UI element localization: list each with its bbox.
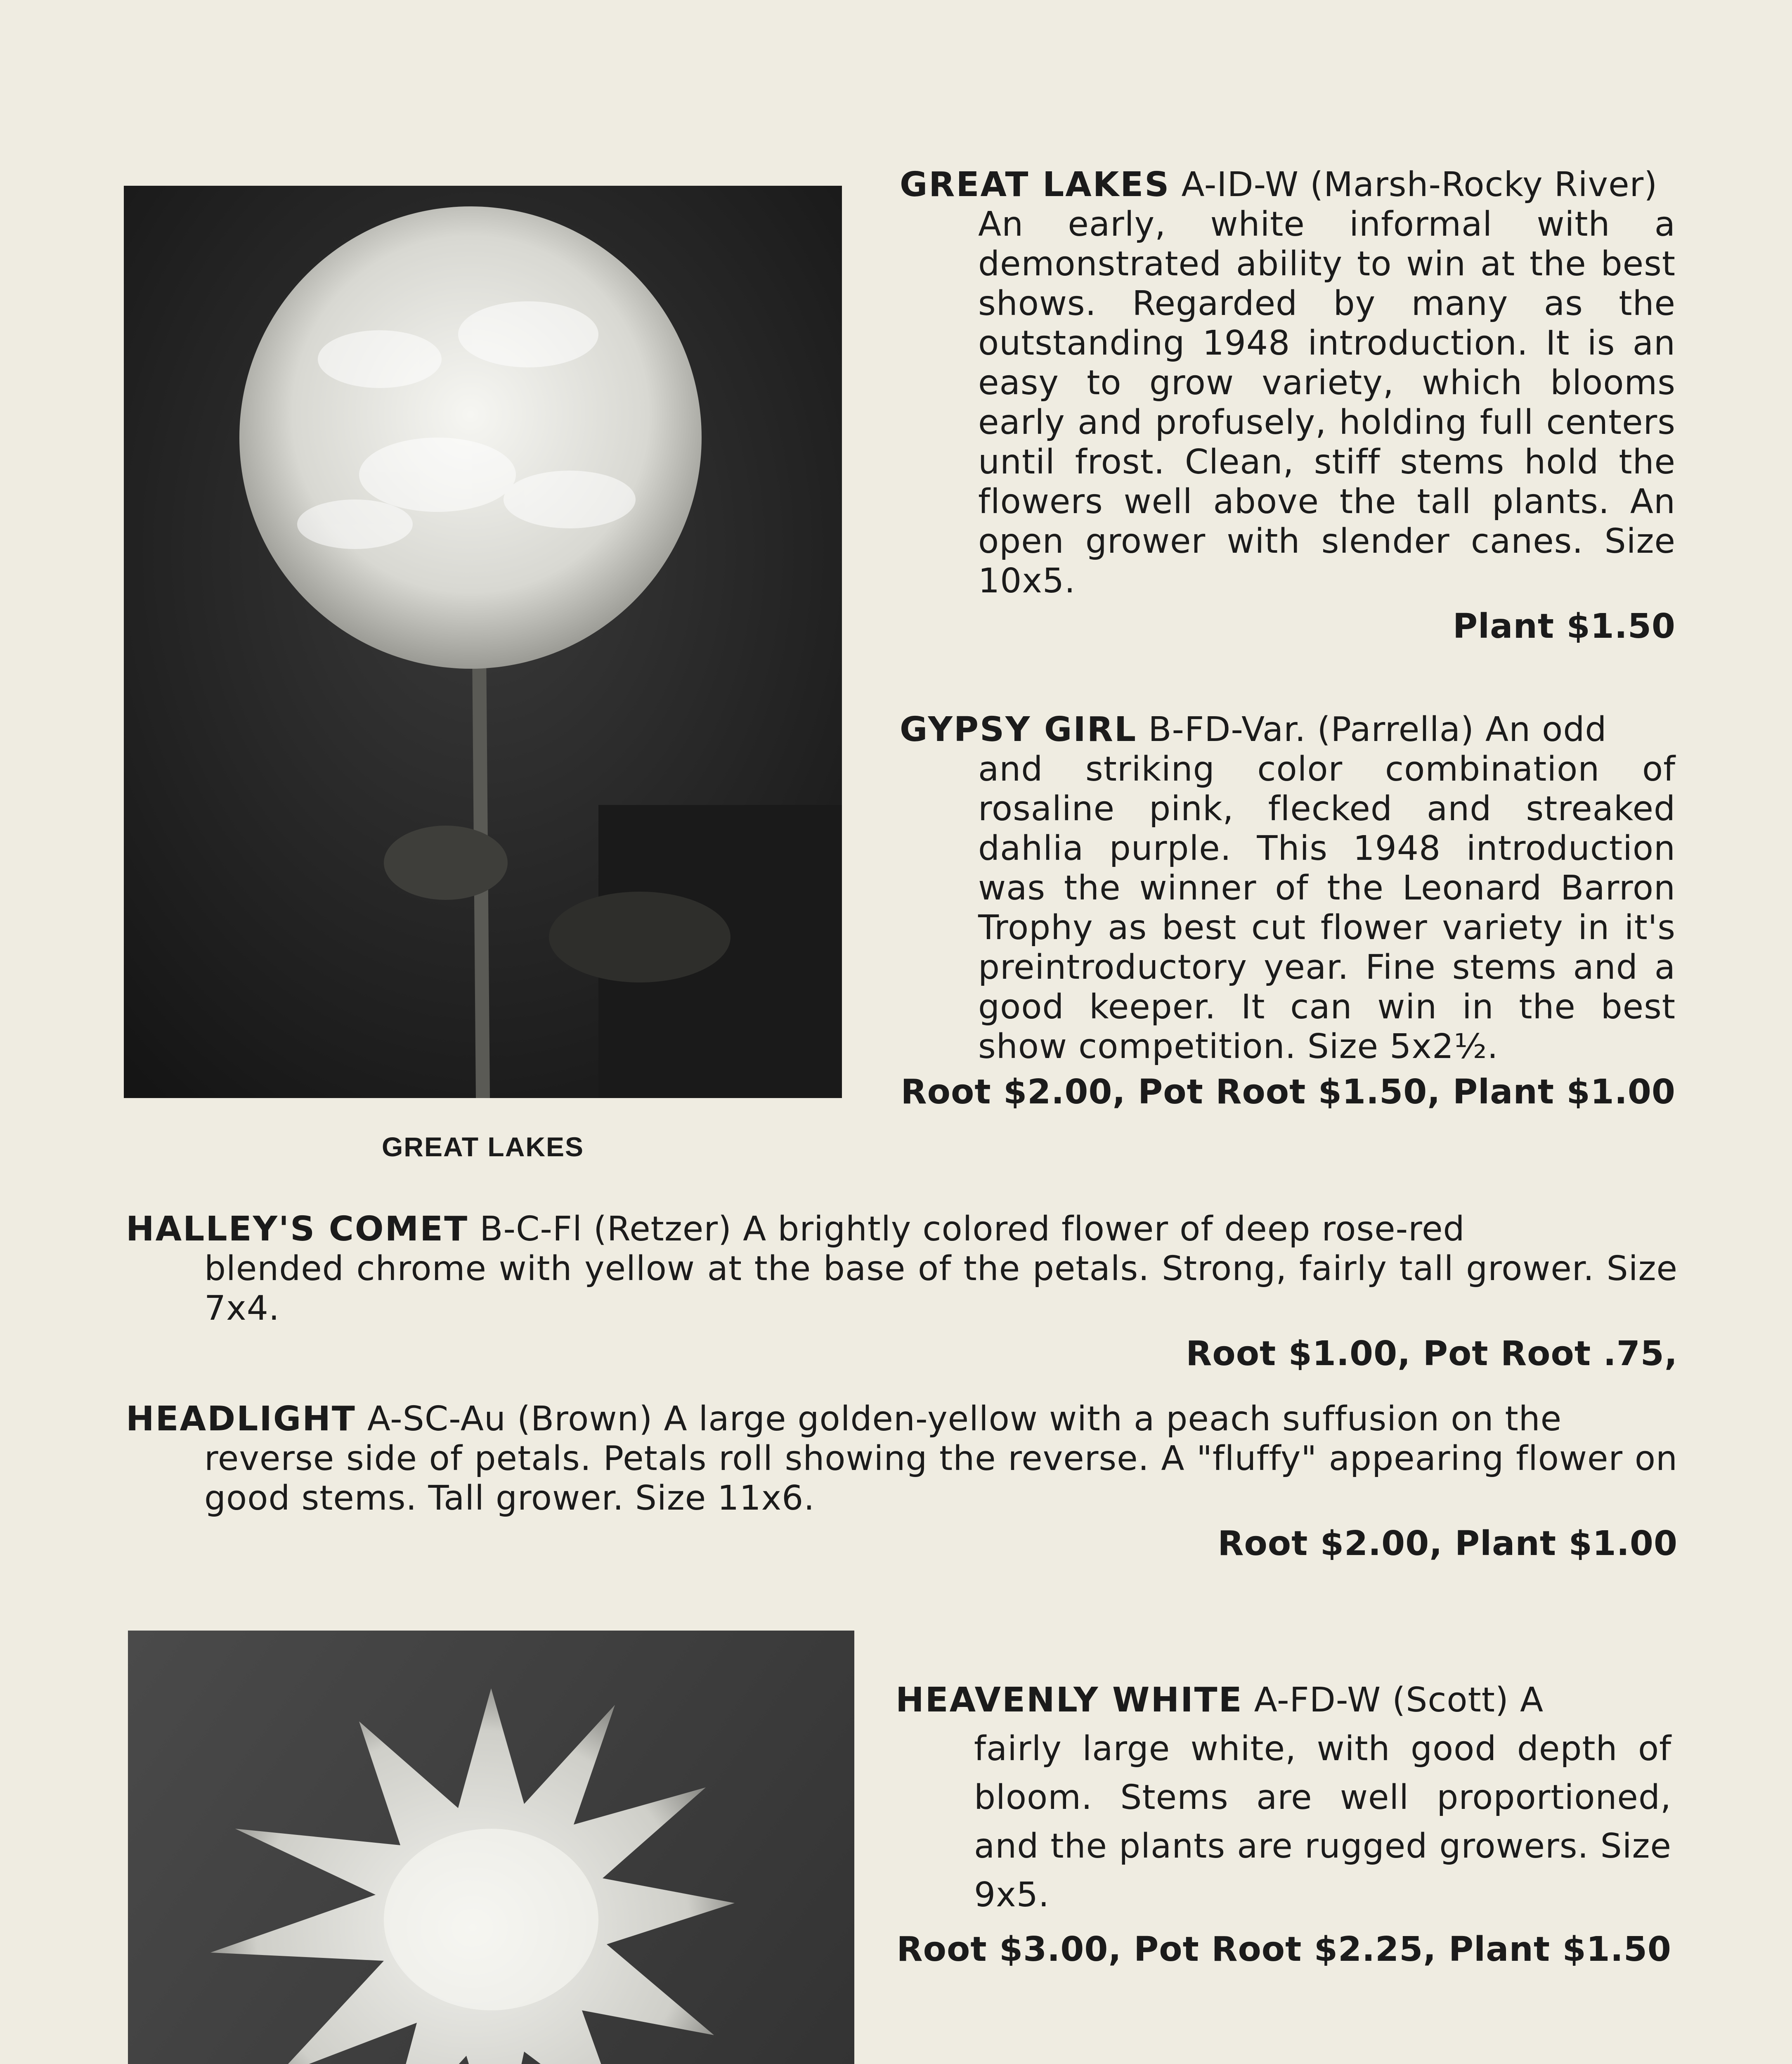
- description-start: A: [1520, 1681, 1544, 1720]
- price: Root $3.00, Pot Root $2.25, Plant $1.50: [896, 1930, 1671, 1969]
- price: Root $1.00, Pot Root .75,: [1186, 1334, 1678, 1373]
- price: Root $2.00, Plant $1.00: [1218, 1524, 1678, 1563]
- entry-heavenly-white: [896, 1676, 1671, 1974]
- variety-name: GREAT LAKES: [900, 165, 1170, 204]
- classification-code: B-FD-Var.: [1148, 710, 1306, 749]
- classification-code: B-C-Fl: [480, 1210, 582, 1249]
- description: blended chrome with yellow at the base of the petals. Strong, fairly tall grower. Size 7x4.: [204, 1249, 1678, 1328]
- description: An early, white informal with a demonstrated ability to win at the best shows. Regarded by many as the outstanding 1948 introduction. It is an easy to grow variety, which blooms early and profusely, holding full centers until frost. Clean, stiff stems hold the flowers well above the tall plants. An open grower with slender canes. Size 10x5.: [978, 205, 1676, 601]
- classification-code: A-ID-W: [1181, 165, 1299, 204]
- entry-great-lakes: [900, 165, 1676, 646]
- entry-heading: [126, 1210, 1678, 1249]
- originator: (Scott): [1392, 1681, 1509, 1720]
- description-start: A brightly colored flower of deep rose-red: [743, 1210, 1465, 1249]
- description-start: A large golden-yellow with a peach suffusion on the: [664, 1399, 1562, 1439]
- originator: (Parrella): [1317, 710, 1474, 749]
- entry-heading: [900, 710, 1676, 750]
- entry-headlight: [126, 1399, 1678, 1564]
- classification-code: A-SC-Au: [367, 1399, 506, 1439]
- variety-name: GYPSY GIRL: [900, 710, 1137, 749]
- great-lakes-caption: GREAT LAKES: [381, 1131, 584, 1162]
- originator: (Marsh-Rocky River): [1310, 165, 1658, 204]
- variety-name: HEADLIGHT: [126, 1399, 356, 1439]
- description: fairly large white, with good depth of bloom. Stems are well proportioned, and the plants are rugged growers. Size 9x5.: [974, 1729, 1671, 1915]
- entry-gypsy-girl: [900, 710, 1676, 1112]
- great-lakes-photo: [124, 186, 842, 1098]
- originator: (Retzer): [593, 1210, 732, 1249]
- description: reverse side of petals. Petals roll showing the reverse. A "fluffy" appearing flower on good stems. Tall grower. Size 11x6.: [204, 1439, 1678, 1518]
- originator: (Brown): [517, 1399, 653, 1439]
- entry-halleys-comet: [126, 1210, 1678, 1374]
- variety-name: HEAVENLY WHITE: [896, 1681, 1243, 1720]
- description: and striking color combination of rosaline pink, flecked and streaked dahlia purple. This 1948 introduction was the winner of the Leonard Barron Trophy as best cut flower variety in it's preintroductory year. Fine stems and a good keeper. It can win in the best show competition. Size 5x2½.: [978, 750, 1676, 1066]
- hiawatha-photo: [128, 1631, 854, 2064]
- price: Root $2.00, Pot Root $1.50, Plant $1.00: [901, 1072, 1676, 1112]
- classification-code: A-FD-W: [1254, 1681, 1381, 1720]
- description-start: An odd: [1485, 710, 1607, 749]
- variety-name: HALLEY'S COMET: [126, 1210, 469, 1249]
- entry-heading: [896, 1676, 1671, 1725]
- entry-heading: [900, 165, 1676, 205]
- entry-heading: [126, 1399, 1678, 1439]
- price: Plant $1.50: [1452, 607, 1676, 646]
